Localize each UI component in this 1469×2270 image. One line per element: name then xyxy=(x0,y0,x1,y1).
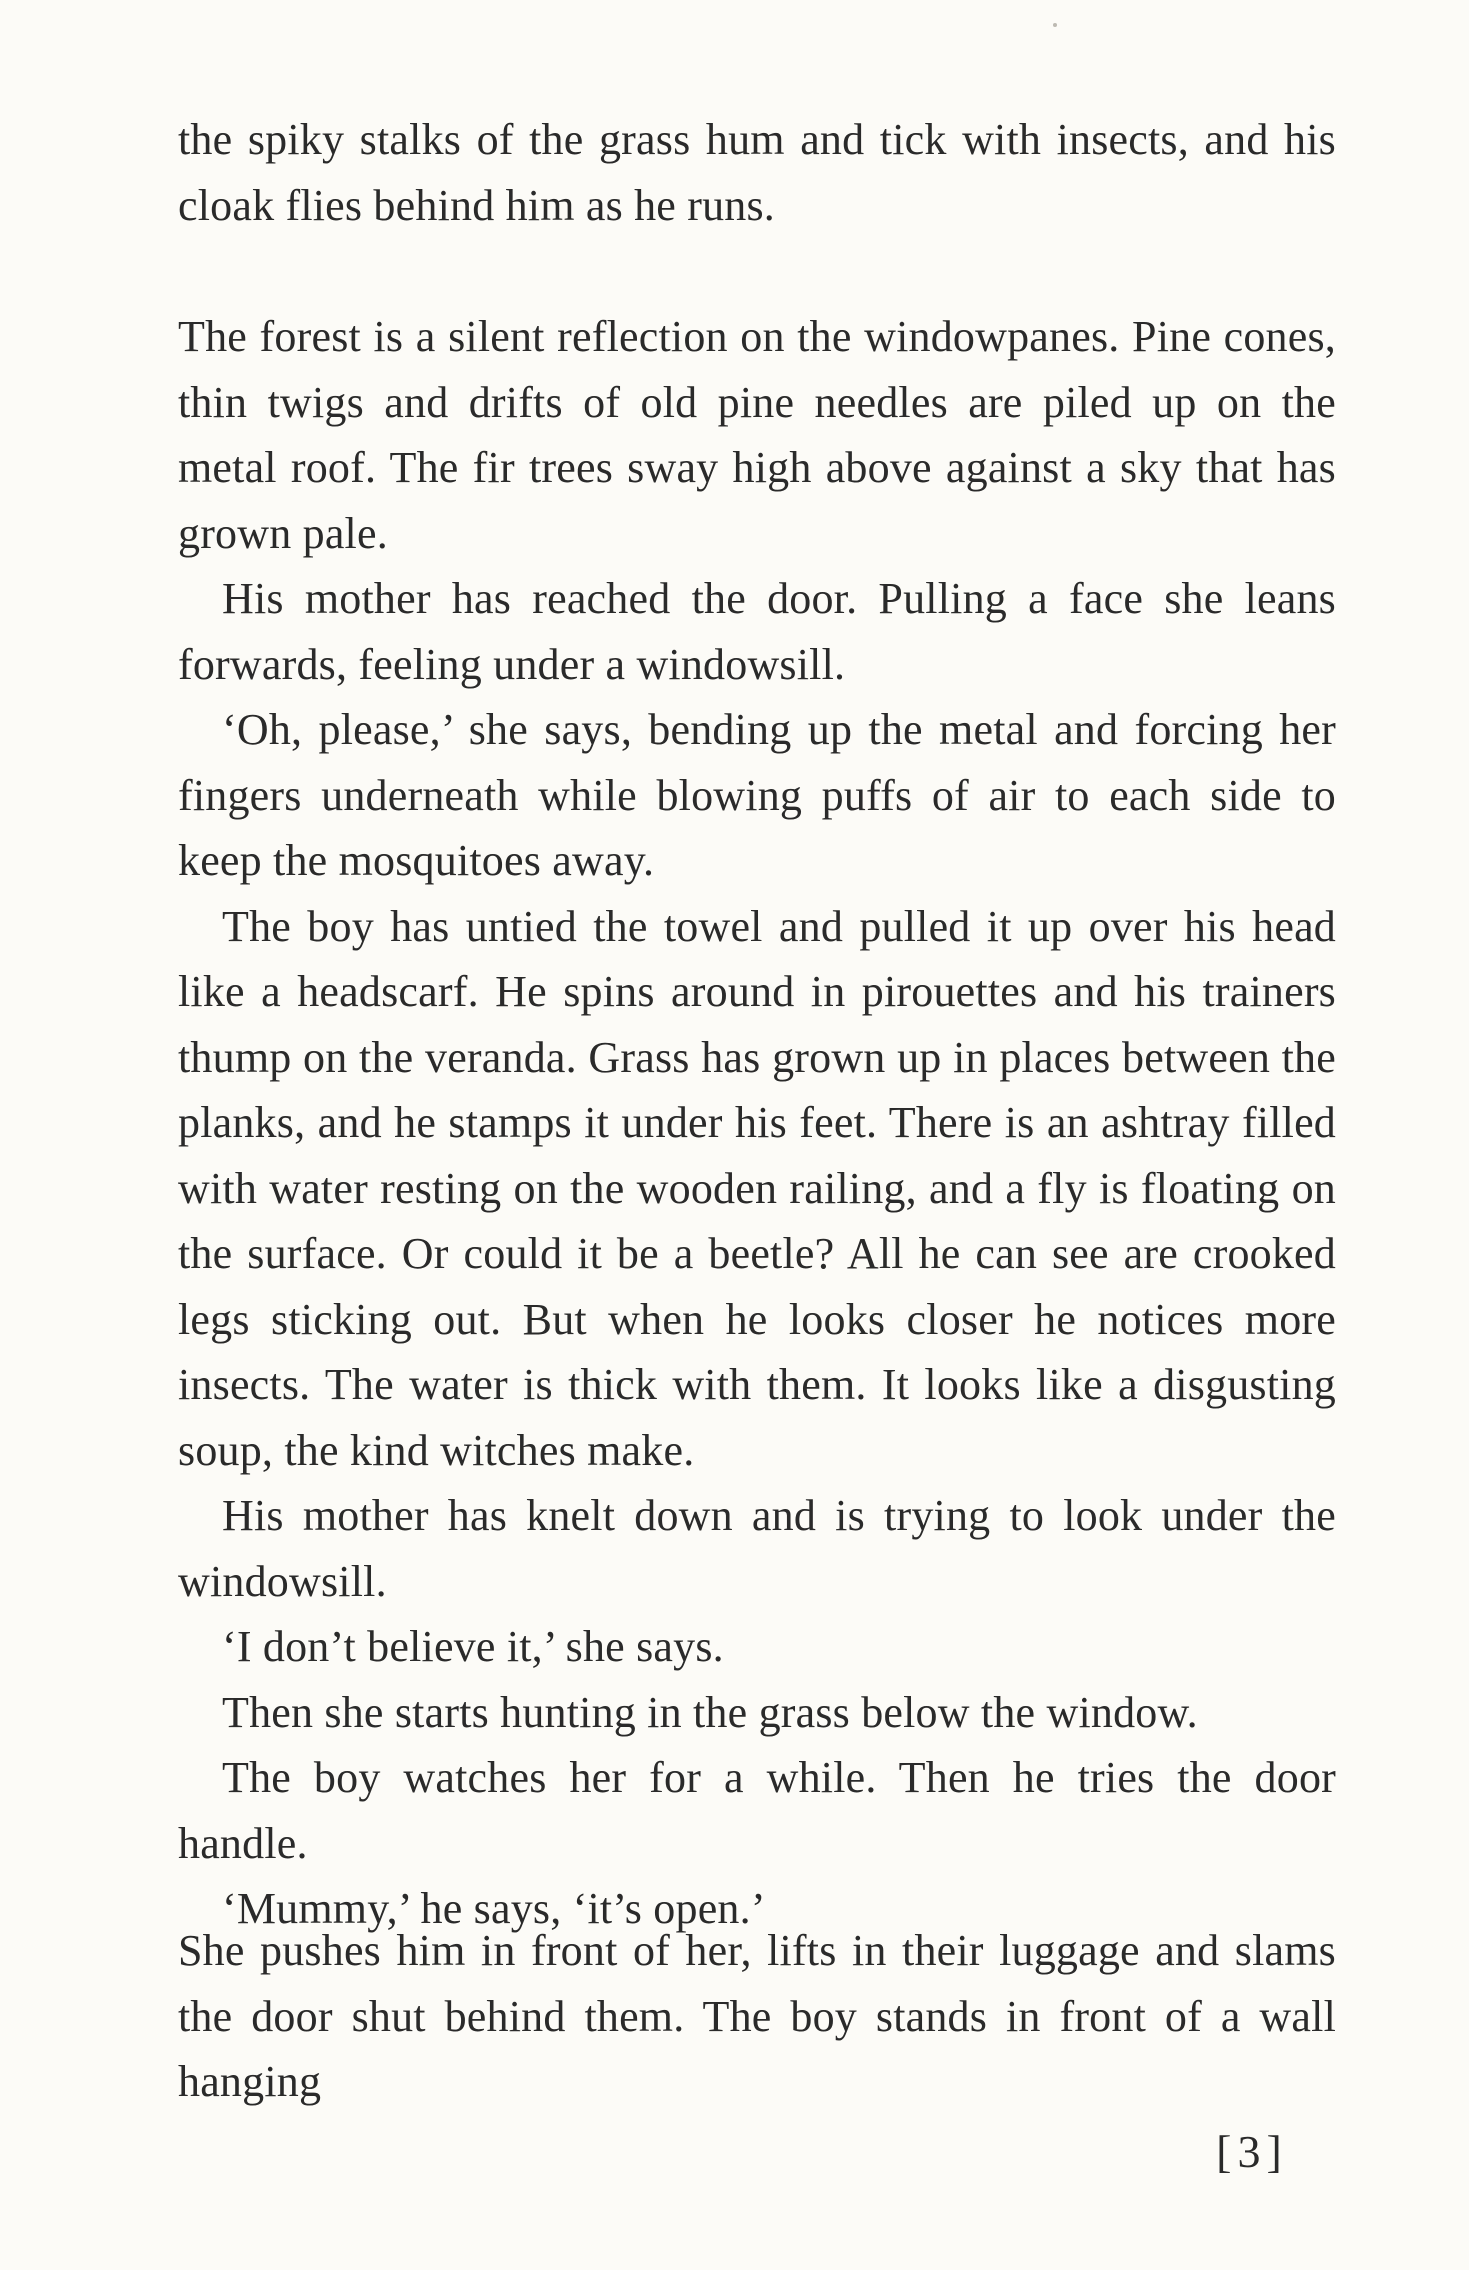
paragraph: Then she starts hunting in the grass below the window. xyxy=(222,1687,1198,1737)
text-block-continuation xyxy=(178,107,1336,238)
paragraph: His mother has reached the door. Pulling a face she leans forwards, feeling under a windowsill. xyxy=(178,574,1336,689)
paragraph: ‘Mummy,’ he says, ‘it’s open.’ xyxy=(222,1884,766,1933)
text-block-main xyxy=(178,304,1336,1942)
paragraph: The forest is a silent reflection on the windowpanes. Pine cones, thin twigs and drifts of old pine needles are piled up on the metal roof. The fir trees sway high above against a sky that has grown pale. xyxy=(178,312,1336,558)
text-block-closing xyxy=(178,1918,1336,2115)
paragraph: The boy has untied the towel and pulled it up over his head like a headscarf. He spins around in pirouettes and his trainers thump on the veranda. Grass has grown up in places between the planks, and he stamps it under his feet. There is an ashtray filled with water resting on the wooden railing, and a fly is floating on the surface. Or could it be a beetle? All he can see are crooked legs sticking out. But when he looks closer he notices more insects. The water is thick with them. It looks like a disgusting soup, the kind witches make. xyxy=(178,901,1336,1475)
paragraph: ‘Oh, please,’ she says, bending up the metal and forcing her fingers underneath while blowing puffs of air to each side to keep the mosquitoes away. xyxy=(178,705,1336,885)
paragraph: the spiky stalks of the grass hum and tick with insects, and his cloak flies behind him as he runs. xyxy=(178,115,1336,230)
paragraph: His mother has knelt down and is trying to look under the windowsill. xyxy=(178,1491,1336,1606)
paper-speck xyxy=(1053,23,1057,27)
paragraph: She pushes him in front of her, lifts in their luggage and slams the door shut behind them. The boy stands in front of a wall hanging xyxy=(178,1926,1336,2106)
page-number: [3] xyxy=(1216,2126,1288,2177)
paragraph: ‘I don’t believe it,’ she says. xyxy=(222,1622,724,1671)
paragraph: The boy watches her for a while. Then he tries the door handle. xyxy=(178,1753,1336,1868)
